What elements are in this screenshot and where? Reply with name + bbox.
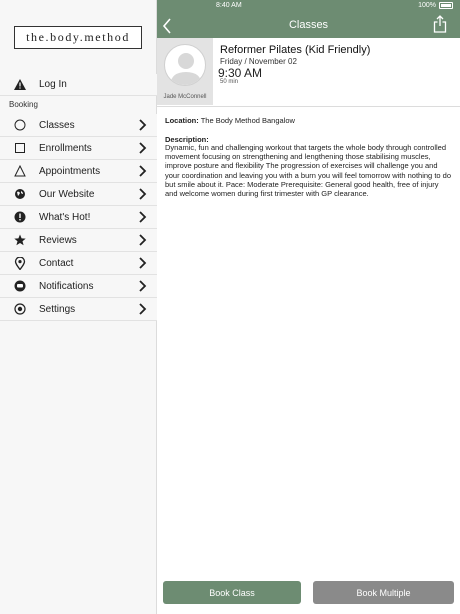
sidebar-item-label: Our Website bbox=[39, 188, 95, 200]
sidebar bbox=[0, 0, 157, 614]
description-label: Description: bbox=[165, 135, 209, 144]
chevron-right-icon bbox=[138, 303, 147, 315]
brand-logo bbox=[14, 26, 142, 49]
sidebar-item-whats-hot[interactable] bbox=[0, 206, 157, 229]
sidebar-item-reviews[interactable] bbox=[0, 229, 157, 252]
chevron-right-icon bbox=[138, 257, 147, 269]
class-detail-panel bbox=[157, 0, 460, 614]
chevron-right-icon bbox=[138, 119, 147, 131]
person-silhouette-icon bbox=[165, 45, 206, 86]
globe-icon bbox=[13, 187, 27, 201]
class-date: Friday / November 02 bbox=[220, 57, 297, 66]
chevron-right-icon bbox=[138, 211, 147, 223]
battery-icon bbox=[439, 2, 453, 9]
sidebar-item-label: Appointments bbox=[39, 165, 101, 177]
sidebar-item-label: Contact bbox=[39, 257, 74, 269]
sidebar-item-label: Settings bbox=[39, 303, 76, 315]
sidebar-item-contact[interactable] bbox=[0, 252, 157, 275]
battery-percentage: 100% bbox=[418, 2, 436, 9]
navigation-bar bbox=[157, 0, 460, 38]
warning-icon bbox=[13, 78, 27, 92]
location-value: The Body Method Bangalow bbox=[200, 116, 295, 125]
chevron-right-icon bbox=[138, 280, 147, 292]
square-outline-icon bbox=[13, 141, 27, 155]
chevron-right-icon bbox=[138, 142, 147, 154]
sidebar-item-label: Classes bbox=[39, 119, 75, 131]
section-header-booking: Booking bbox=[9, 100, 38, 109]
sidebar-item-log-in[interactable] bbox=[0, 74, 157, 96]
avatar bbox=[164, 44, 206, 86]
book-multiple-button[interactable]: Book Multiple bbox=[313, 581, 454, 604]
gear-icon bbox=[13, 302, 27, 316]
description-text: Dynamic, fun and challenging workout that targets the whole body through controlled movement focusing on strengthening and lengthening those stabilising muscles, improve posture and flexibility The progression of exercises will challenge you and your coordination and leaving you with a burn you will feel tomorrow with nothing to do but smile about it. Pace: Moderate Prerequisite: General good health, free of injury and welcome women during first trimester with GP clearance. bbox=[165, 143, 451, 199]
book-class-button[interactable]: Book Class bbox=[163, 581, 301, 604]
share-icon[interactable] bbox=[433, 15, 447, 33]
brand-logo-text: the.body.method bbox=[26, 30, 130, 44]
sidebar-item-settings[interactable] bbox=[0, 298, 157, 321]
exclamation-circle-icon bbox=[13, 210, 27, 224]
sidebar-item-notifications[interactable] bbox=[0, 275, 157, 298]
sidebar-item-our-website[interactable] bbox=[0, 183, 157, 206]
circle-outline-icon bbox=[13, 118, 27, 132]
class-duration: 50 min bbox=[220, 79, 239, 85]
page-title: Classes bbox=[288, 19, 329, 31]
map-pin-icon bbox=[13, 256, 27, 270]
chevron-right-icon bbox=[138, 234, 147, 246]
sidebar-item-label: Notifications bbox=[39, 280, 94, 292]
chat-bubble-icon bbox=[13, 279, 27, 293]
instructor-avatar-box bbox=[157, 38, 213, 105]
class-time: 9:30 AM bbox=[218, 66, 263, 80]
location-line bbox=[165, 116, 295, 125]
status-time: 8:40 AM bbox=[216, 2, 242, 9]
battery-status bbox=[418, 2, 453, 9]
location-label: Location: bbox=[165, 116, 199, 125]
divider bbox=[157, 106, 460, 107]
chevron-right-icon bbox=[138, 188, 147, 200]
sidebar-item-enrollments[interactable] bbox=[0, 137, 157, 160]
star-icon bbox=[13, 233, 27, 247]
chevron-right-icon bbox=[138, 165, 147, 177]
sidebar-item-label: Enrollments bbox=[39, 142, 92, 154]
instructor-name: Jade McConnell bbox=[163, 94, 207, 100]
sidebar-item-label: Log In bbox=[39, 79, 67, 90]
sidebar-item-label: What's Hot! bbox=[39, 211, 91, 223]
sidebar-item-appointments[interactable] bbox=[0, 160, 157, 183]
action-bar bbox=[157, 572, 460, 614]
sidebar-item-label: Reviews bbox=[39, 234, 77, 246]
triangle-outline-icon bbox=[13, 164, 27, 178]
sidebar-item-classes[interactable] bbox=[0, 114, 157, 137]
class-title: Reformer Pilates (Kid Friendly) bbox=[220, 44, 371, 56]
